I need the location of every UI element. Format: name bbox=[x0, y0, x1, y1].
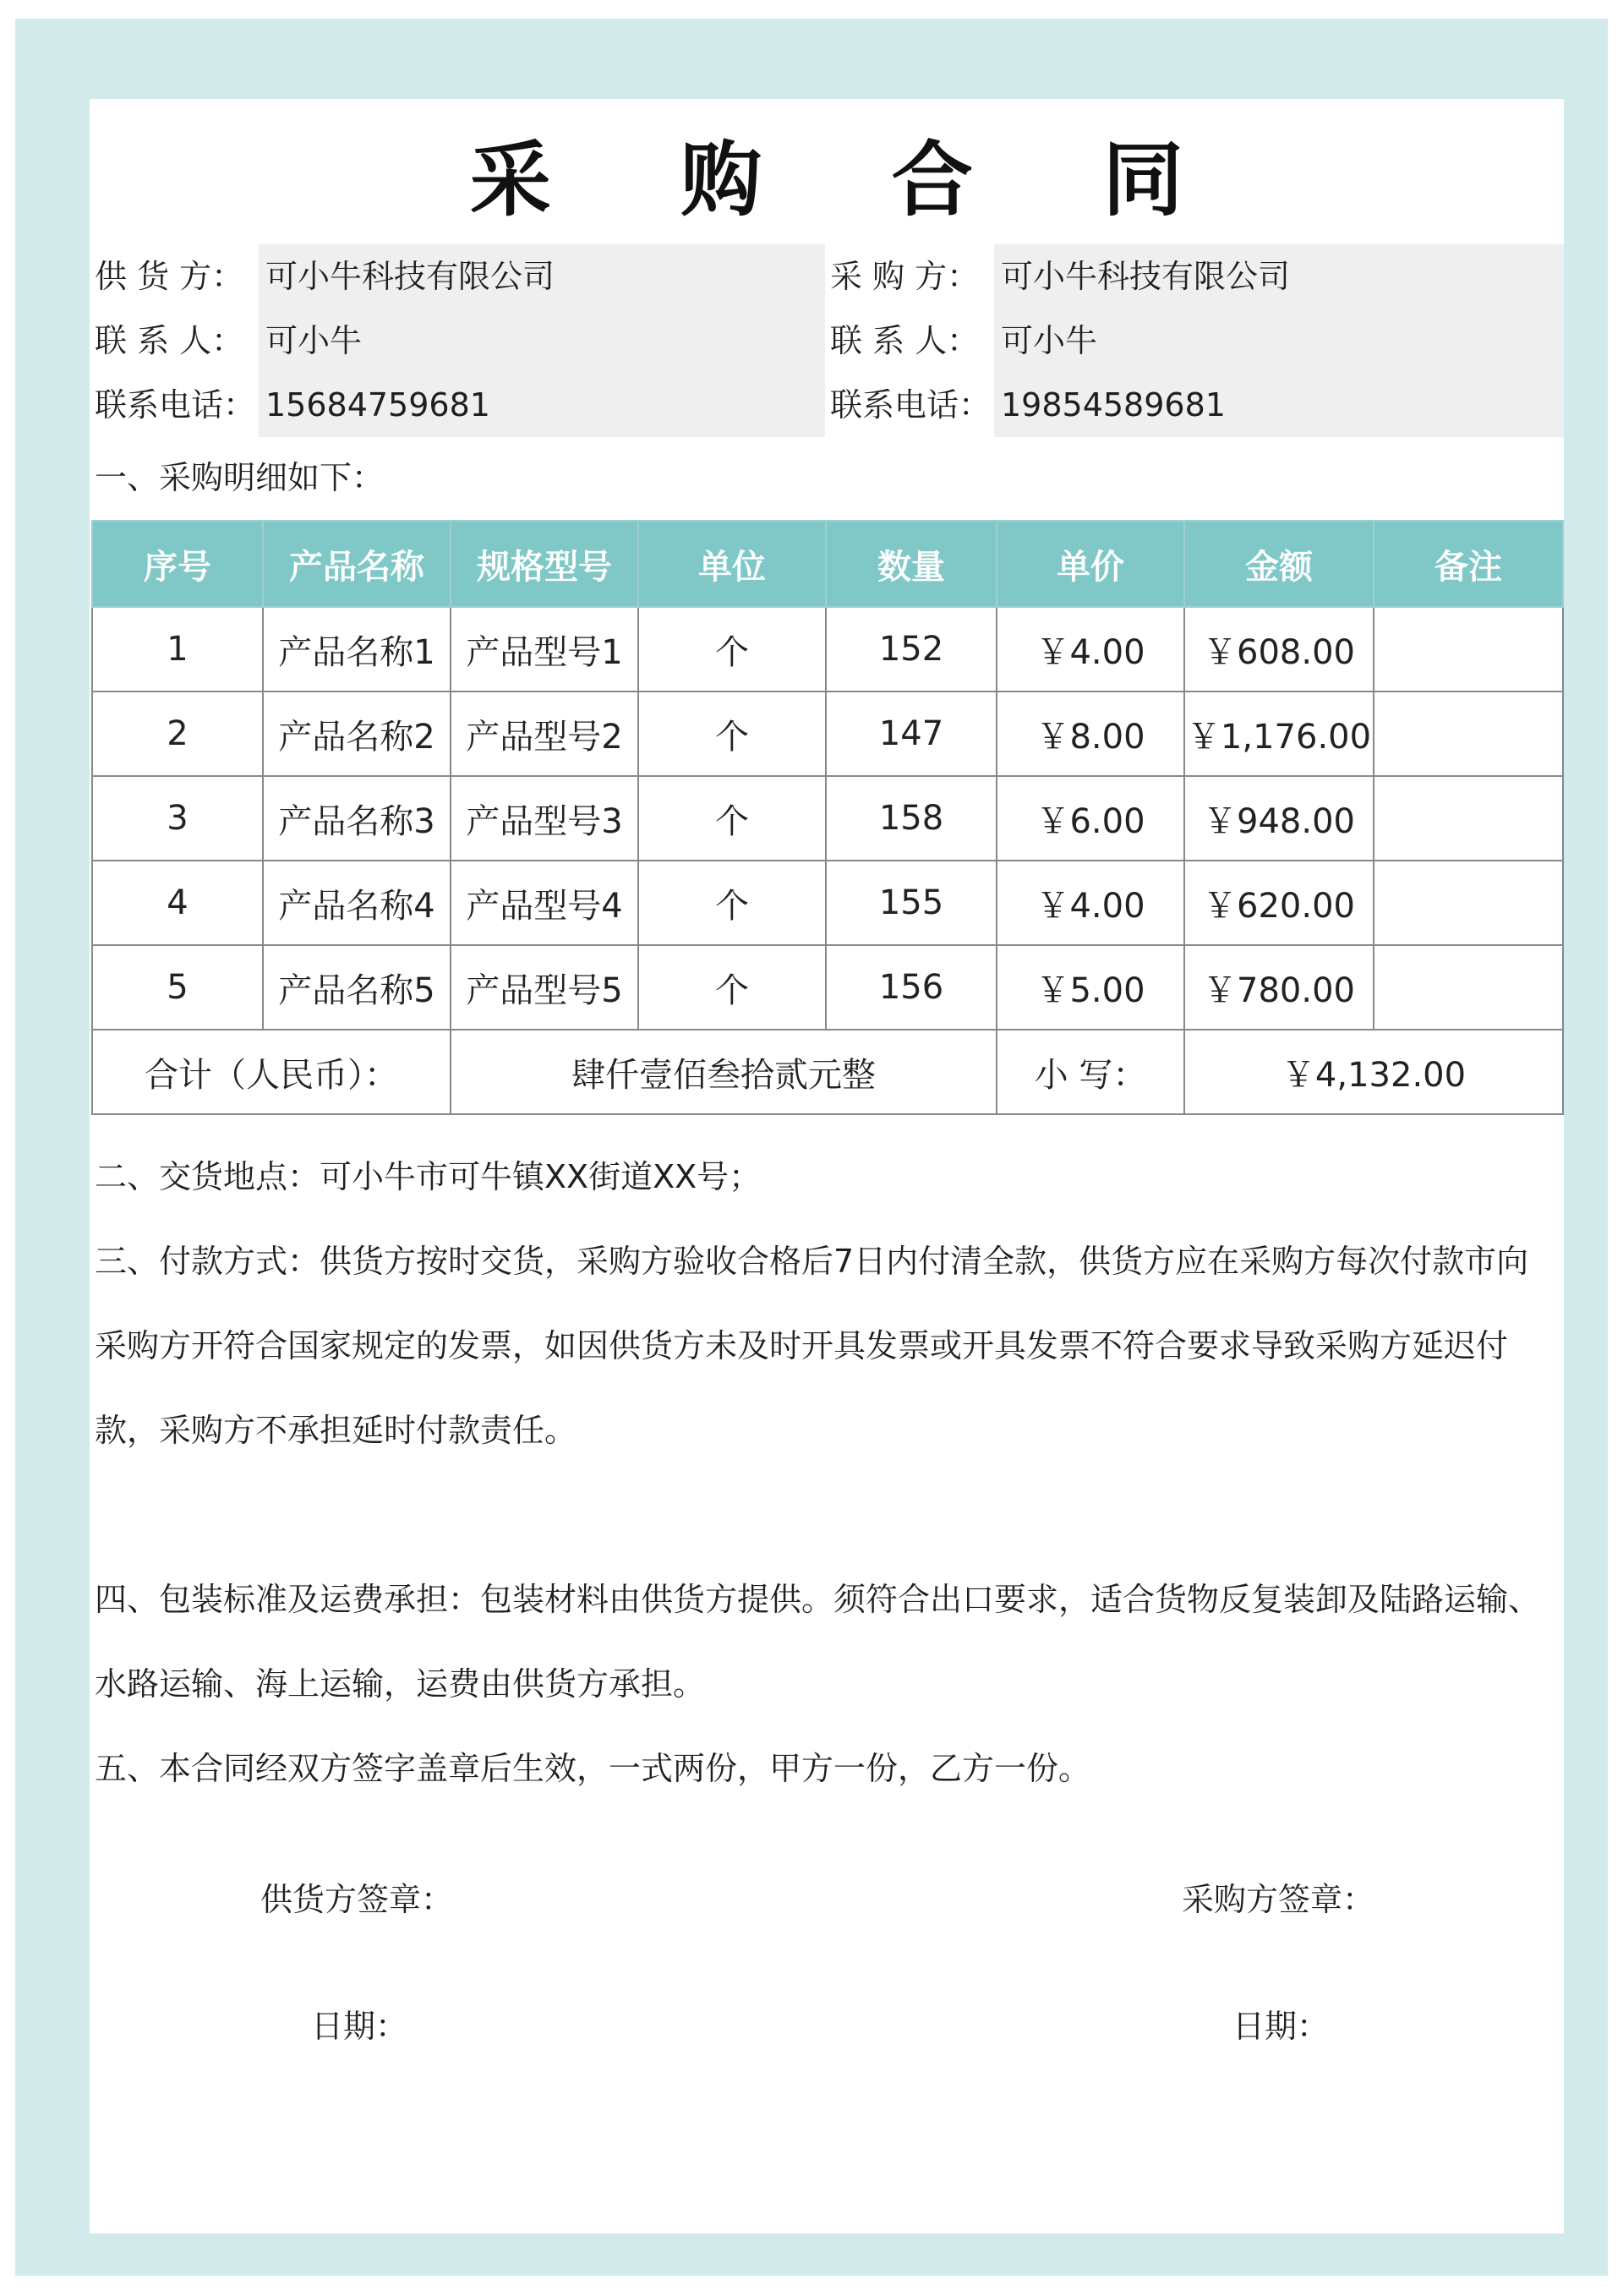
table-row bbox=[92, 945, 1563, 1030]
cell-product[interactable]: 产品名称3 bbox=[263, 776, 451, 861]
cell-amount[interactable]: ￥948.00 bbox=[1184, 776, 1374, 861]
cell-remark[interactable] bbox=[1374, 776, 1563, 861]
cell-amount[interactable]: ￥620.00 bbox=[1184, 861, 1374, 945]
supplier-signature-label: 供货方签章： bbox=[260, 1881, 454, 1918]
cell-model[interactable]: 产品型号1 bbox=[451, 607, 638, 692]
cell-index[interactable]: 3 bbox=[92, 776, 263, 861]
cell-model[interactable]: 产品型号4 bbox=[451, 861, 638, 945]
cell-quantity[interactable]: 158 bbox=[826, 776, 997, 861]
table-row bbox=[92, 607, 1563, 692]
supplier-phone-field[interactable]: 15684759681 bbox=[259, 373, 825, 437]
contract-title: 采 购 合 同 bbox=[469, 132, 1235, 227]
cell-amount[interactable]: ￥780.00 bbox=[1184, 945, 1374, 1030]
clause-effect: 五、本合同经双方签字盖章后生效，一式两份，甲方一份，乙方一份。 bbox=[95, 1750, 1091, 1787]
total-label: 合计（人民币）： bbox=[92, 1030, 451, 1114]
cell-model[interactable]: 产品型号5 bbox=[451, 945, 638, 1030]
cell-index[interactable]: 5 bbox=[92, 945, 263, 1030]
cell-product[interactable]: 产品名称5 bbox=[263, 945, 451, 1030]
cell-quantity[interactable]: 152 bbox=[826, 607, 997, 692]
cell-unit[interactable]: 个 bbox=[638, 776, 826, 861]
cell-unit[interactable]: 个 bbox=[638, 861, 826, 945]
cell-index[interactable]: 2 bbox=[92, 692, 263, 776]
col-header-unit: 单位 bbox=[638, 521, 826, 607]
cell-price[interactable]: ￥4.00 bbox=[997, 607, 1184, 692]
table-row bbox=[92, 861, 1563, 945]
col-header-remark: 备注 bbox=[1374, 521, 1563, 607]
buyer-contact-label: 联 系 人： bbox=[830, 322, 980, 359]
cell-model[interactable]: 产品型号2 bbox=[451, 692, 638, 776]
cell-remark[interactable] bbox=[1374, 861, 1563, 945]
cell-index[interactable]: 4 bbox=[92, 861, 263, 945]
supplier-info bbox=[90, 244, 825, 439]
clause-payment: 三、付款方式：供货方按时交货，采购方验收合格后7日内付清全款，供货方应在采购方每次付款市向采购方开符合国家规定的发票，如因供货方未及时开具发票或开具发票不符合要求导致采购方延迟付款，采购方不承担延时付款责任。 bbox=[95, 1243, 1529, 1449]
cell-quantity[interactable]: 156 bbox=[826, 945, 997, 1030]
cell-remark[interactable] bbox=[1374, 945, 1563, 1030]
cell-unit[interactable]: 个 bbox=[638, 692, 826, 776]
cell-unit[interactable]: 个 bbox=[638, 607, 826, 692]
buyer-phone-label: 联系电话： bbox=[830, 386, 992, 424]
cell-product[interactable]: 产品名称1 bbox=[263, 607, 451, 692]
cell-price[interactable]: ￥5.00 bbox=[997, 945, 1184, 1030]
cell-model[interactable]: 产品型号3 bbox=[451, 776, 638, 861]
col-header-quantity: 数量 bbox=[826, 521, 997, 607]
supplier-date-label: 日期： bbox=[311, 2008, 408, 2045]
col-header-model: 规格型号 bbox=[451, 521, 638, 607]
cell-unit[interactable]: 个 bbox=[638, 945, 826, 1030]
cell-price[interactable]: ￥4.00 bbox=[997, 861, 1184, 945]
col-header-product: 产品名称 bbox=[263, 521, 451, 607]
total-words[interactable]: 肆仟壹佰叁拾贰元整 bbox=[451, 1030, 997, 1114]
table-row bbox=[92, 692, 1563, 776]
col-header-amount: 金额 bbox=[1184, 521, 1374, 607]
contract-page bbox=[90, 99, 1564, 2233]
cell-quantity[interactable]: 147 bbox=[826, 692, 997, 776]
cell-product[interactable]: 产品名称2 bbox=[263, 692, 451, 776]
cell-amount[interactable]: ￥608.00 bbox=[1184, 607, 1374, 692]
table-total-row bbox=[92, 1030, 1563, 1114]
section1-heading: 一、采购明细如下： bbox=[95, 459, 385, 496]
cell-amount[interactable]: ￥1,176.00 bbox=[1184, 692, 1374, 776]
col-header-index: 序号 bbox=[92, 521, 263, 607]
cell-price[interactable]: ￥6.00 bbox=[997, 776, 1184, 861]
total-amount[interactable]: ￥4,132.00 bbox=[1184, 1030, 1563, 1114]
table-row bbox=[92, 776, 1563, 861]
small-amount-label: 小 写： bbox=[997, 1030, 1184, 1114]
supplier-name-label: 供 货 方： bbox=[95, 258, 244, 295]
buyer-name-field[interactable]: 可小牛科技有限公司 bbox=[994, 244, 1564, 309]
clause-delivery: 二、交货地点：可小牛市可牛镇XX街道XX号； bbox=[95, 1158, 762, 1195]
table-header-row bbox=[92, 521, 1563, 607]
cell-index[interactable]: 1 bbox=[92, 607, 263, 692]
clause-packaging: 四、包装标准及运费承担：包装材料由供货方提供。须符合出口要求，适合货物反复装卸及陆路运输、水路运输、海上运输，运费由供货方承担。 bbox=[95, 1581, 1541, 1703]
supplier-contact-field[interactable]: 可小牛 bbox=[259, 309, 825, 373]
cell-remark[interactable] bbox=[1374, 692, 1563, 776]
supplier-contact-label: 联 系 人： bbox=[95, 322, 244, 359]
buyer-signature-label: 采购方签章： bbox=[1182, 1881, 1375, 1918]
cell-product[interactable]: 产品名称4 bbox=[263, 861, 451, 945]
buyer-contact-field[interactable]: 可小牛 bbox=[994, 309, 1564, 373]
buyer-phone-field[interactable]: 19854589681 bbox=[994, 373, 1564, 437]
buyer-date-label: 日期： bbox=[1232, 2008, 1330, 2045]
purchase-items-table bbox=[91, 520, 1564, 1115]
col-header-price: 单价 bbox=[997, 521, 1184, 607]
cell-remark[interactable] bbox=[1374, 607, 1563, 692]
buyer-info bbox=[825, 244, 1564, 439]
buyer-name-label: 采 购 方： bbox=[830, 258, 980, 295]
cell-price[interactable]: ￥8.00 bbox=[997, 692, 1184, 776]
supplier-name-field[interactable]: 可小牛科技有限公司 bbox=[259, 244, 825, 309]
page-border bbox=[15, 19, 1608, 2276]
cell-quantity[interactable]: 155 bbox=[826, 861, 997, 945]
supplier-phone-label: 联系电话： bbox=[95, 386, 256, 424]
